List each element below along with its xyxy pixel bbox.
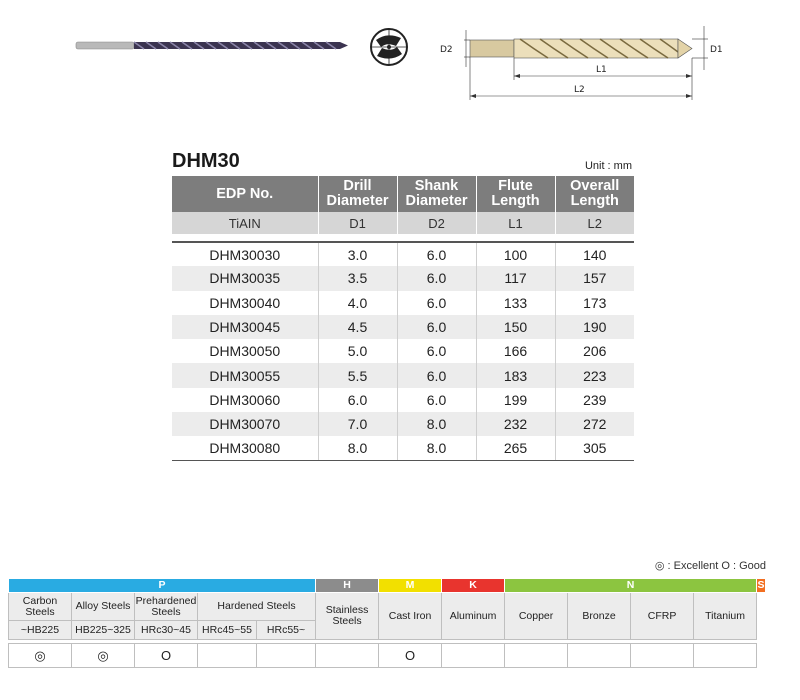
rating-legend: ◎ : Excellent O : Good xyxy=(654,560,766,572)
spec-header-line1: EDP No. xyxy=(216,185,274,202)
spec-header-gap xyxy=(172,234,634,242)
spec-header-line2: Length xyxy=(491,193,540,209)
material-name-cell: Hardened Steels xyxy=(198,593,316,621)
rating-cell: ◎ xyxy=(9,644,72,668)
spec-header-line1: Flute xyxy=(498,178,533,194)
spec-subheader-cell: TiAIN xyxy=(172,212,318,234)
rating-cell: O xyxy=(135,644,198,668)
materials-table xyxy=(8,578,766,668)
spec-value-cell: 6.0 xyxy=(397,242,476,266)
material-name-cell: Copper xyxy=(505,593,568,640)
spec-table xyxy=(172,176,634,461)
spec-value-cell: 305 xyxy=(555,436,634,460)
spec-value-cell: 232 xyxy=(476,412,555,436)
spec-header-line1: Drill xyxy=(343,178,372,194)
drill-end-view xyxy=(371,29,407,65)
edp-number-cell: DHM30060 xyxy=(172,388,318,412)
hardness-cell: HRc55~ xyxy=(257,621,316,640)
rating-cell xyxy=(694,644,757,668)
product-title: DHM30 xyxy=(172,150,240,172)
rating-cell xyxy=(442,644,505,668)
spec-value-cell: 5.0 xyxy=(318,339,397,363)
rating-cell: ◎ xyxy=(72,644,135,668)
table-row xyxy=(172,436,634,460)
material-name-cell: Titanium xyxy=(694,593,757,640)
edp-number-cell: DHM30055 xyxy=(172,363,318,387)
spec-header-line1: Shank xyxy=(414,178,459,194)
table-row xyxy=(172,315,634,339)
material-name-cell: Cast Iron xyxy=(379,593,442,640)
edp-number-cell: DHM30050 xyxy=(172,339,318,363)
spec-subheader-row xyxy=(172,212,634,234)
material-name-cell: Stainless Steels xyxy=(316,593,379,640)
edp-number-cell: DHM30035 xyxy=(172,266,318,290)
spec-value-cell: 8.0 xyxy=(318,436,397,460)
spec-value-cell: 8.0 xyxy=(397,412,476,436)
spec-value-cell: 100 xyxy=(476,242,555,266)
edp-number-cell: DHM30080 xyxy=(172,436,318,460)
spec-value-cell: 3.5 xyxy=(318,266,397,290)
spec-value-cell: 223 xyxy=(555,363,634,387)
spec-value-cell: 4.5 xyxy=(318,315,397,339)
spec-value-cell: 7.0 xyxy=(318,412,397,436)
spec-header-cell xyxy=(172,176,318,212)
spec-value-cell: 6.0 xyxy=(318,388,397,412)
material-rating-row xyxy=(9,644,766,668)
spec-subheader-cell: D2 xyxy=(397,212,476,234)
table-row xyxy=(172,363,634,387)
edp-number-cell: DHM30030 xyxy=(172,242,318,266)
spec-header-cell xyxy=(555,176,634,212)
hardness-cell: ~HB225 xyxy=(9,621,72,640)
material-name-cell: Alloy Steels xyxy=(72,593,135,621)
spec-value-cell: 272 xyxy=(555,412,634,436)
material-group-row xyxy=(9,579,766,593)
edp-number-cell: DHM30045 xyxy=(172,315,318,339)
spec-header-cell xyxy=(397,176,476,212)
spec-value-cell: 140 xyxy=(583,246,607,263)
material-group-s: S xyxy=(757,579,765,591)
edp-number-cell: DHM30040 xyxy=(172,291,318,315)
product-drawings xyxy=(0,0,800,110)
spec-value-cell: 206 xyxy=(583,343,607,360)
spec-header-line1: Overall xyxy=(570,178,620,194)
hardness-cell: HB225~325 xyxy=(72,621,135,640)
spec-value-cell: 117 xyxy=(476,266,555,290)
rating-cell xyxy=(316,644,379,668)
spec-header-line2: Diameter xyxy=(405,193,468,209)
material-group-p: P xyxy=(9,579,316,593)
material-name-row xyxy=(9,593,766,621)
d1-label: D1 xyxy=(710,45,723,55)
spec-value-cell: 6.0 xyxy=(397,266,476,290)
dimension-drawing xyxy=(440,26,723,100)
spec-value-cell: 199 xyxy=(476,388,555,412)
spec-header-cell xyxy=(476,176,555,212)
spec-value-cell: 150 xyxy=(476,315,555,339)
spec-value-cell: 6.0 xyxy=(397,339,476,363)
unit-label: Unit : mm xyxy=(584,160,632,172)
rating-cell xyxy=(505,644,568,668)
spec-value-cell: 6.0 xyxy=(397,315,476,339)
table-row xyxy=(172,388,634,412)
table-row xyxy=(172,266,634,290)
spec-value-cell: 157 xyxy=(555,266,634,290)
material-group-n: N xyxy=(505,579,757,593)
spec-value-cell: 133 xyxy=(476,291,555,315)
hardness-cell: HRc45~55 xyxy=(198,621,257,640)
spec-header-cell xyxy=(318,176,397,212)
spec-value-cell: 6.0 xyxy=(397,291,476,315)
material-group-k: K xyxy=(442,579,505,593)
spec-header-line2: Length xyxy=(570,193,619,209)
spec-subheader-cell: L1 xyxy=(476,212,555,234)
material-group-h: H xyxy=(316,579,379,593)
spec-value-cell: 8.0 xyxy=(397,436,476,460)
spec-value-cell: 183 xyxy=(476,363,555,387)
spec-subheader-cell: D1 xyxy=(318,212,397,234)
d2-label: D2 xyxy=(440,45,453,55)
spec-value-cell: 265 xyxy=(476,436,555,460)
hardness-cell: HRc30~45 xyxy=(135,621,198,640)
spec-value-cell: 6.0 xyxy=(397,388,476,412)
spec-subheader-cell: L2 xyxy=(555,212,634,234)
table-row xyxy=(172,242,634,266)
material-name-cell: Prehardened Steels xyxy=(135,593,198,621)
table-row xyxy=(172,412,634,436)
l1-label: L1 xyxy=(596,65,607,75)
table-row xyxy=(172,291,634,315)
spec-value-cell: 173 xyxy=(583,294,607,311)
spec-value-cell: 239 xyxy=(583,391,607,408)
material-name-cell: Carbon Steels xyxy=(9,593,72,621)
spec-value-cell: 5.5 xyxy=(318,363,397,387)
l2-label: L2 xyxy=(574,85,585,95)
rating-cell xyxy=(568,644,631,668)
rating-cell: O xyxy=(379,644,442,668)
table-row xyxy=(172,339,634,363)
spec-value-cell: 6.0 xyxy=(397,363,476,387)
material-name-cell: Aluminum xyxy=(442,593,505,640)
rating-cell xyxy=(631,644,694,668)
spec-header-line2: Diameter xyxy=(326,193,389,209)
spec-value-cell: 190 xyxy=(555,315,634,339)
rating-cell xyxy=(198,644,257,668)
material-name-cell: CFRP xyxy=(631,593,694,640)
spec-value-cell: 4.0 xyxy=(318,291,397,315)
rating-cell xyxy=(257,644,316,668)
edp-number-cell: DHM30070 xyxy=(172,412,318,436)
spec-value-cell: 3.0 xyxy=(318,242,397,266)
spec-value-cell: 166 xyxy=(476,339,555,363)
material-group-m: M xyxy=(379,579,442,593)
spec-header-row xyxy=(172,176,634,212)
material-name-cell: Bronze xyxy=(568,593,631,640)
spec-body xyxy=(172,242,634,461)
drill-photo xyxy=(76,42,348,49)
